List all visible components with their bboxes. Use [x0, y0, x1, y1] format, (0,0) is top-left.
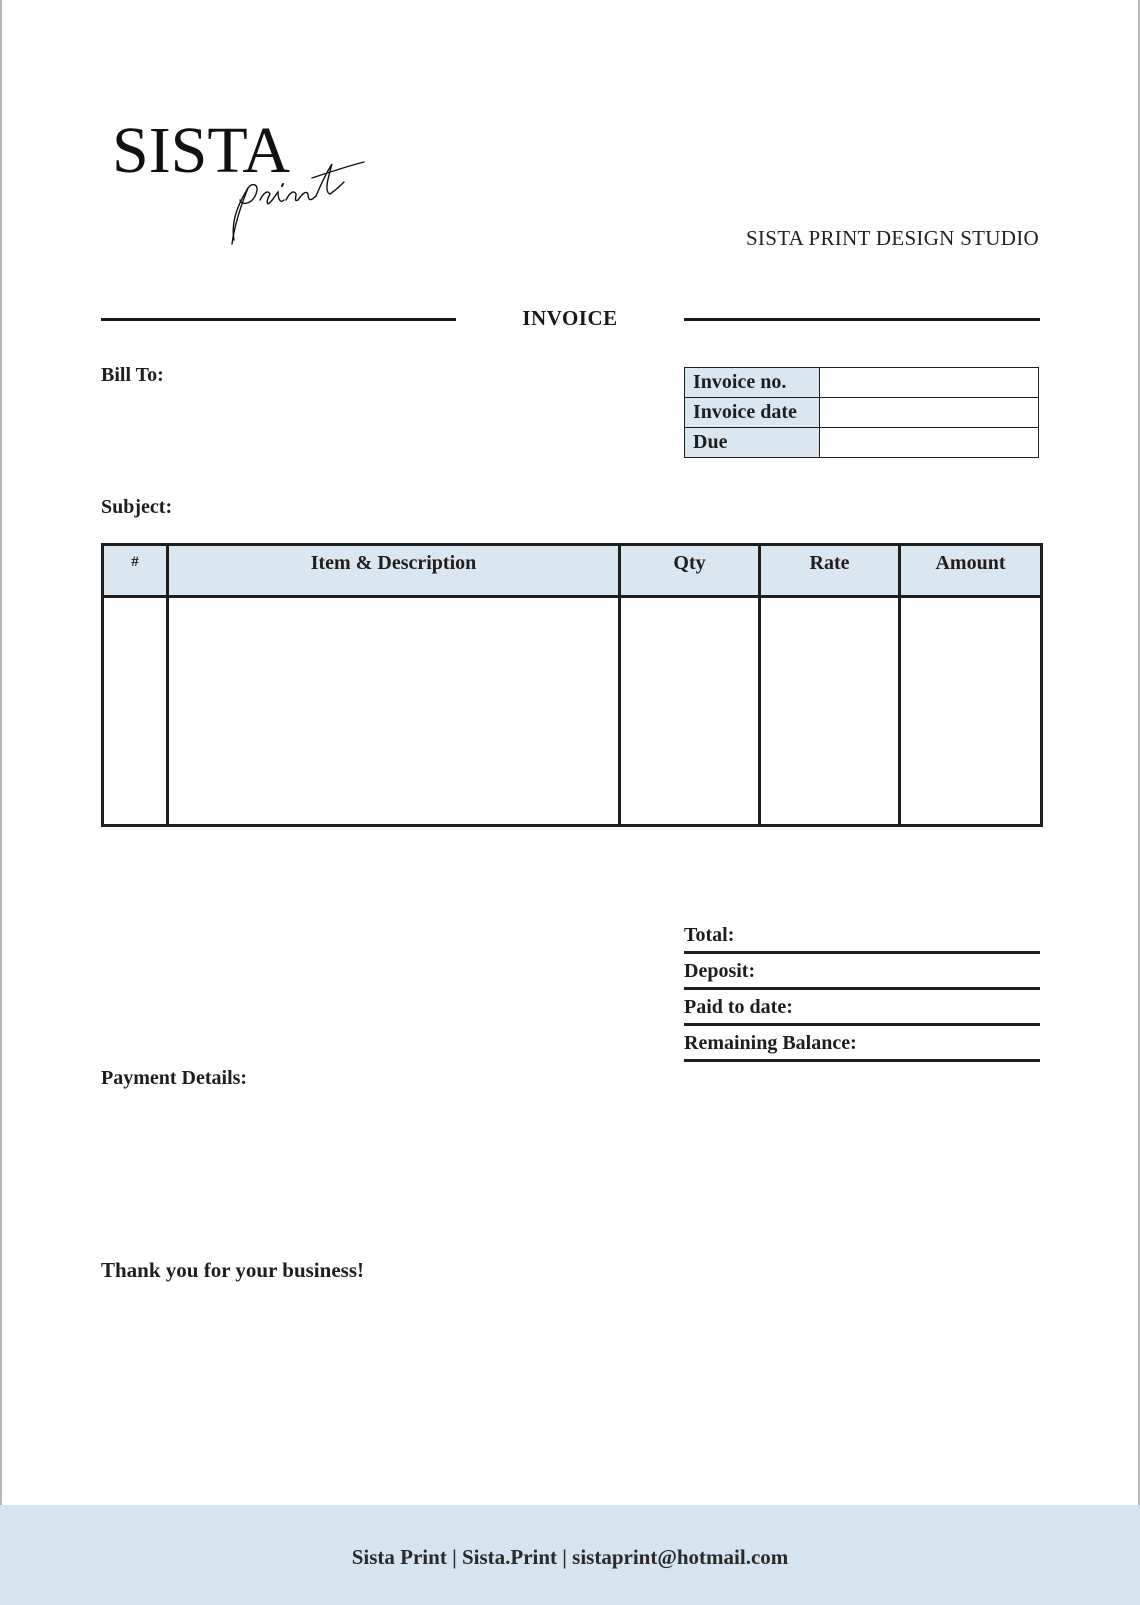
column-header-number: #: [103, 545, 168, 597]
total-label: Total:: [684, 924, 735, 946]
column-header-rate: Rate: [760, 545, 900, 597]
paid-to-date-row[interactable]: [684, 990, 1040, 1026]
logo-wordmark: SISTA: [112, 114, 291, 187]
brand-logo: [112, 114, 372, 258]
qty-cell[interactable]: [620, 597, 760, 826]
deposit-row[interactable]: [684, 954, 1040, 990]
subject-label: Subject:: [101, 496, 173, 518]
studio-name: SISTA PRINT DESIGN STUDIO: [745, 226, 1039, 250]
title-rule-left: [101, 318, 456, 321]
invoice-title: INVOICE: [522, 306, 618, 330]
due-date-field[interactable]: [820, 428, 1039, 458]
column-header-item-description: Item & Description: [168, 545, 620, 597]
meta-row: [685, 398, 1039, 428]
page-border-left: [0, 0, 2, 1605]
amount-cell[interactable]: [900, 597, 1042, 826]
meta-label: Invoice no.: [685, 368, 820, 398]
meta-row: [685, 428, 1039, 458]
footer-contact: Sista Print | Sista.Print | sistaprint@hotmail.com: [351, 1545, 789, 1569]
meta-row: [685, 368, 1039, 398]
remaining-balance-label: Remaining Balance:: [684, 1032, 857, 1054]
payment-details-label: Payment Details:: [101, 1067, 248, 1089]
invoice-date-field[interactable]: [820, 398, 1039, 428]
thank-you-message: Thank you for your business!: [101, 1258, 364, 1282]
column-header-amount: Amount: [900, 545, 1042, 597]
line-items-table: [101, 543, 1043, 827]
bill-to-label: Bill To:: [101, 364, 164, 386]
column-header-qty: Qty: [620, 545, 760, 597]
total-row[interactable]: [684, 918, 1040, 954]
remaining-balance-row[interactable]: [684, 1026, 1040, 1062]
title-rule-right: [684, 318, 1040, 321]
totals-section: [684, 918, 1040, 1062]
meta-label: Invoice date: [685, 398, 820, 428]
number-cell[interactable]: [103, 597, 168, 826]
rate-cell[interactable]: [760, 597, 900, 826]
invoice-number-field[interactable]: [820, 368, 1039, 398]
footer-bar: [0, 1505, 1140, 1605]
invoice-meta-table: [684, 367, 1039, 458]
deposit-label: Deposit:: [684, 960, 756, 982]
table-row: [103, 597, 1042, 826]
paid-to-date-label: Paid to date:: [684, 996, 793, 1018]
meta-label: Due: [685, 428, 820, 458]
table-header-row: [103, 545, 1042, 597]
item-description-cell[interactable]: [168, 597, 620, 826]
logo-script-print: [220, 148, 370, 248]
